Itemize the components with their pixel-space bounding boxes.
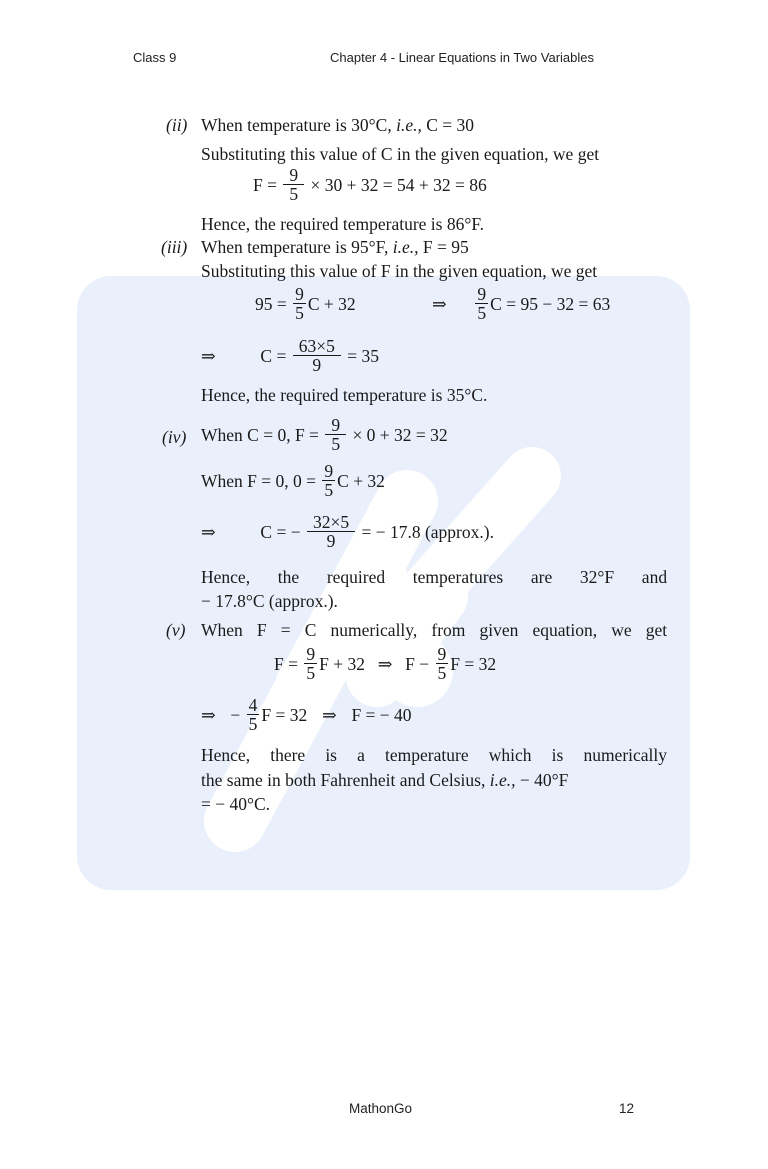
part-v-conclusion-line-2: the same in both Fahrenheit and Celsius, i.e., − 40°F (201, 770, 569, 790)
part-iv-equation-2: When F = 0, 0 = $\frac{9}{5}$ C + 32 (201, 461, 385, 501)
part-iii-conclusion: Hence, the required temperature is 35°C. (201, 385, 488, 405)
part-iii-substitution-text: Substituting this value of F in the given equation, we get (201, 261, 598, 281)
part-iv-equation-1: When C = 0, F = $\frac{9}{5}$ × 0 + 32 = 32 (201, 415, 448, 455)
part-iv-conclusion-line-2: − 17.8°C (approx.). (201, 591, 338, 611)
part-iii-equation-2: ⇒ $\frac{9}{5}$ C = 95 − 32 = 63 (432, 284, 611, 324)
fraction: $\frac{32\times 5}{9}$ (307, 513, 355, 551)
fraction: $\frac{9}{5}$ (283, 166, 304, 204)
part-v-conclusion-line-1: Hence, there is a temperature which is numerically (201, 745, 668, 765)
part-ii-equation: F = $\frac{9}{5}$ × 30 + 32 = 54 + 32 = 86 (253, 165, 487, 205)
fraction: $\frac{9}{5}$ (295, 284, 304, 324)
part-v-conclusion-line-3: = − 40°C. (201, 794, 271, 814)
fraction: $\frac{9}{5}$ (477, 284, 487, 324)
part-v-statement: When F = C numerically, from given equation, we get (201, 620, 668, 640)
part-ii-label: (ii) (166, 115, 188, 135)
fraction: $\frac{9}{5}$ (437, 644, 447, 684)
part-iv-conclusion-line-1: Hence, the required temperatures are 32°F and (201, 567, 668, 587)
part-v-equation-2: ⇒ − $\frac{4}{5}$ F = 32 ⇒ F = − 40 (201, 695, 412, 735)
page-number: 12 (619, 1101, 635, 1116)
part-iv-equation-3: ⇒ C = − $\frac{32\times 5}{9}$ = − 17.8 (approx.). (201, 512, 494, 552)
part-iii-equation-3: ⇒ C = $\frac{63\times 5}{9}$ = 35 (201, 336, 379, 376)
part-iii-statement: When temperature is 95°F, i.e., F = 95 (201, 237, 469, 257)
fraction: $\frac{63\times 5}{9}$ (293, 337, 341, 375)
part-ii-statement: When temperature is 30°C, i.e., C = 30 (201, 115, 475, 135)
fraction: $\frac{4}{5}$ (248, 695, 258, 735)
fraction: $\frac{9}{5}$ (306, 644, 316, 684)
footer-brand: MathonGo (349, 1101, 413, 1116)
header-chapter-title: Chapter 4 - Linear Equations in Two Variables (330, 50, 595, 65)
part-iii-label: (iii) (161, 237, 188, 257)
part-v-label: (v) (166, 620, 186, 640)
part-iii-equation-1: 95 = $\frac{9}{5}$ C + 32 (255, 284, 356, 324)
part-ii-conclusion: Hence, the required temperature is 86°F. (201, 214, 485, 234)
part-v-equation-1: F = $\frac{9}{5}$ F + 32 ⇒ F − $\frac{9}{5}$ F = 32 (274, 644, 497, 684)
header-class-label: Class 9 (133, 50, 177, 65)
part-ii-substitution-text: Substituting this value of C in the given equation, we get (201, 144, 600, 164)
part-iv-label: (iv) (162, 427, 187, 447)
fraction: $\frac{9}{5}$ (324, 461, 334, 501)
fraction: $\frac{9}{5}$ (325, 416, 346, 454)
